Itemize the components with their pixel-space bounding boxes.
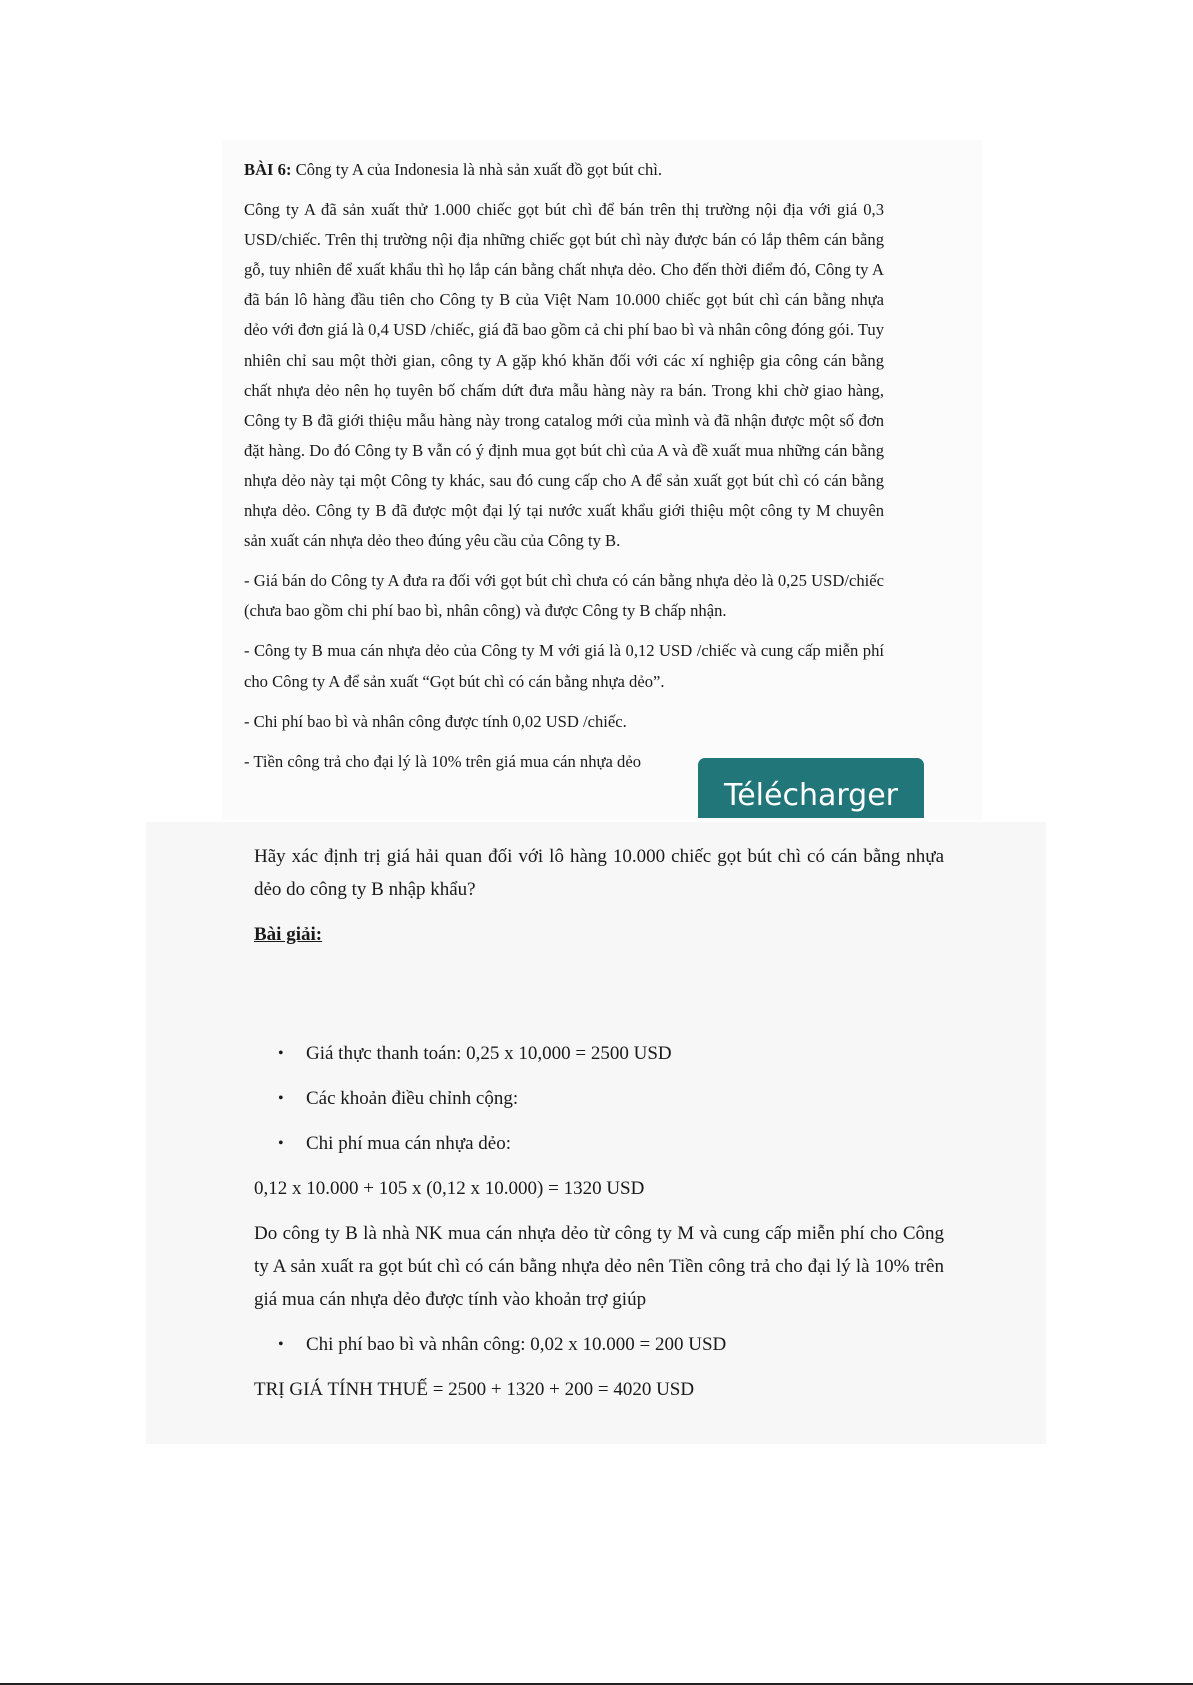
condition-packaging-cost: - Chi phí bao bì và nhân công được tính 0,02 USD /chiếc. bbox=[244, 711, 627, 731]
bullet-handle-cost: Chi phí mua cán nhựa dẻo: bbox=[306, 1133, 512, 1154]
exercise-number: BÀI 6: bbox=[244, 160, 292, 179]
bullet-dot: • bbox=[278, 1135, 284, 1152]
bullet-item bbox=[254, 1037, 944, 1070]
condition-handle-purchase: - Công ty B mua cán nhựa dẻo của Công ty M với giá là 0,12 USD /chiếc và cung cấp miễn phí cho Công ty A để sản xuất “Gọt bút chì có cán bằng nhựa dẻo”. bbox=[244, 641, 884, 691]
condition-selling-price: - Giá bán do Công ty A đưa ra đối với gọt bút chì chưa có cán bằng nhựa dẻo là 0,25 USD/chiếc (chưa bao gồm chi phí bao bì, nhân công) và được Công ty B chấp nhận. bbox=[244, 571, 884, 621]
bullet-packaging: Chi phí bao bì và nhân công: 0,02 x 10.000 = 200 USD bbox=[306, 1334, 727, 1355]
exercise-paragraph: Công ty A đã sản xuất thử 1.000 chiếc gọt bút chì để bán trên thị trường nội địa với giá 0,3 USD/chiếc. Trên thị trường nội địa những chiếc gọt bút chì này được bán có lắp thêm cán bằng gỗ, tuy nhiên để xuất khẩu thì họ lắp cán bằng chất nhựa dẻo. Cho đến thời điểm đó, Công ty A đã bán lô hàng đầu tiên cho Công ty B của Việt Nam 10.000 chiếc gọt bút chì cán bằng nhựa dẻo với đơn giá là 0,4 USD /chiếc, giá đã bao gồm cả chi phí bao bì và nhân công đóng gói. Tuy nhiên chỉ sau một thời gian, công ty A gặp khó khăn đối với các xí nghiệp gia công cán bằng chất nhựa dẻo nên họ tuyên bố chấm dứt đưa mẫu hàng này ra bán. Trong khi chờ giao hàng, Công ty B đã giới thiệu mẫu hàng này trong catalog mới của mình và đã nhận được một số đơn đặt hàng. Do đó Công ty B vẫn có ý định mua gọt bút chì của A và đề xuất mua những cán bằng nhựa dẻo này tại một Công ty khác, sau đó cung cấp cho A để sản xuất gọt bút chì có cán bằng nhựa dẻo. Công ty B đã được một đại lý tại nước xuất khẩu giới thiệu một công ty M chuyên sản xuất cán nhựa dẻo theo đúng yêu cầu của Công ty B. bbox=[244, 200, 884, 551]
solution-text-block bbox=[254, 840, 944, 1418]
agent-fee-explanation: Do công ty B là nhà NK mua cán nhựa dẻo từ công ty M và cung cấp miễn phí cho Công ty A sản xuất ra gọt bút chì có cán bằng nhựa dẻo nên Tiền công trả cho đại lý là 10% trên giá mua cán nhựa dẻo được tính vào khoản trợ giúp bbox=[254, 1223, 944, 1310]
bullet-item bbox=[254, 1328, 944, 1361]
bullet-dot: • bbox=[278, 1336, 284, 1353]
bullet-adjustments: Các khoản điều chỉnh cộng: bbox=[306, 1088, 519, 1109]
question: Hãy xác định trị giá hải quan đối với lô hàng 10.000 chiếc gọt bút chì có cán bằng nhựa dẻo do công ty B nhập khẩu? bbox=[254, 846, 944, 900]
bullet-actual-price: Giá thực thanh toán: 0,25 x 10,000 = 2500 USD bbox=[306, 1043, 672, 1064]
bullet-item bbox=[254, 1082, 944, 1115]
download-button[interactable]: Télécharger bbox=[698, 758, 924, 818]
spacer bbox=[254, 963, 944, 1037]
solution-heading: Bài giải: bbox=[254, 924, 323, 945]
bullet-dot: • bbox=[278, 1045, 284, 1062]
customs-value-total: TRỊ GIÁ TÍNH THUẾ = 2500 + 1320 + 200 = 4020 USD bbox=[254, 1379, 695, 1400]
bullet-item bbox=[254, 1127, 944, 1160]
handle-cost-formula: 0,12 x 10.000 + 105 x (0,12 x 10.000) = 1320 USD bbox=[254, 1178, 645, 1199]
bullet-dot: • bbox=[278, 1090, 284, 1107]
exercise-title-text: Công ty A của Indonesia là nhà sản xuất đồ gọt bút chì. bbox=[291, 160, 663, 179]
condition-agent-fee: - Tiền công trả cho đại lý là 10% trên giá mua cán nhựa dẻo bbox=[244, 751, 641, 771]
exercise-title bbox=[244, 155, 884, 185]
exercise-text-block bbox=[244, 155, 884, 787]
